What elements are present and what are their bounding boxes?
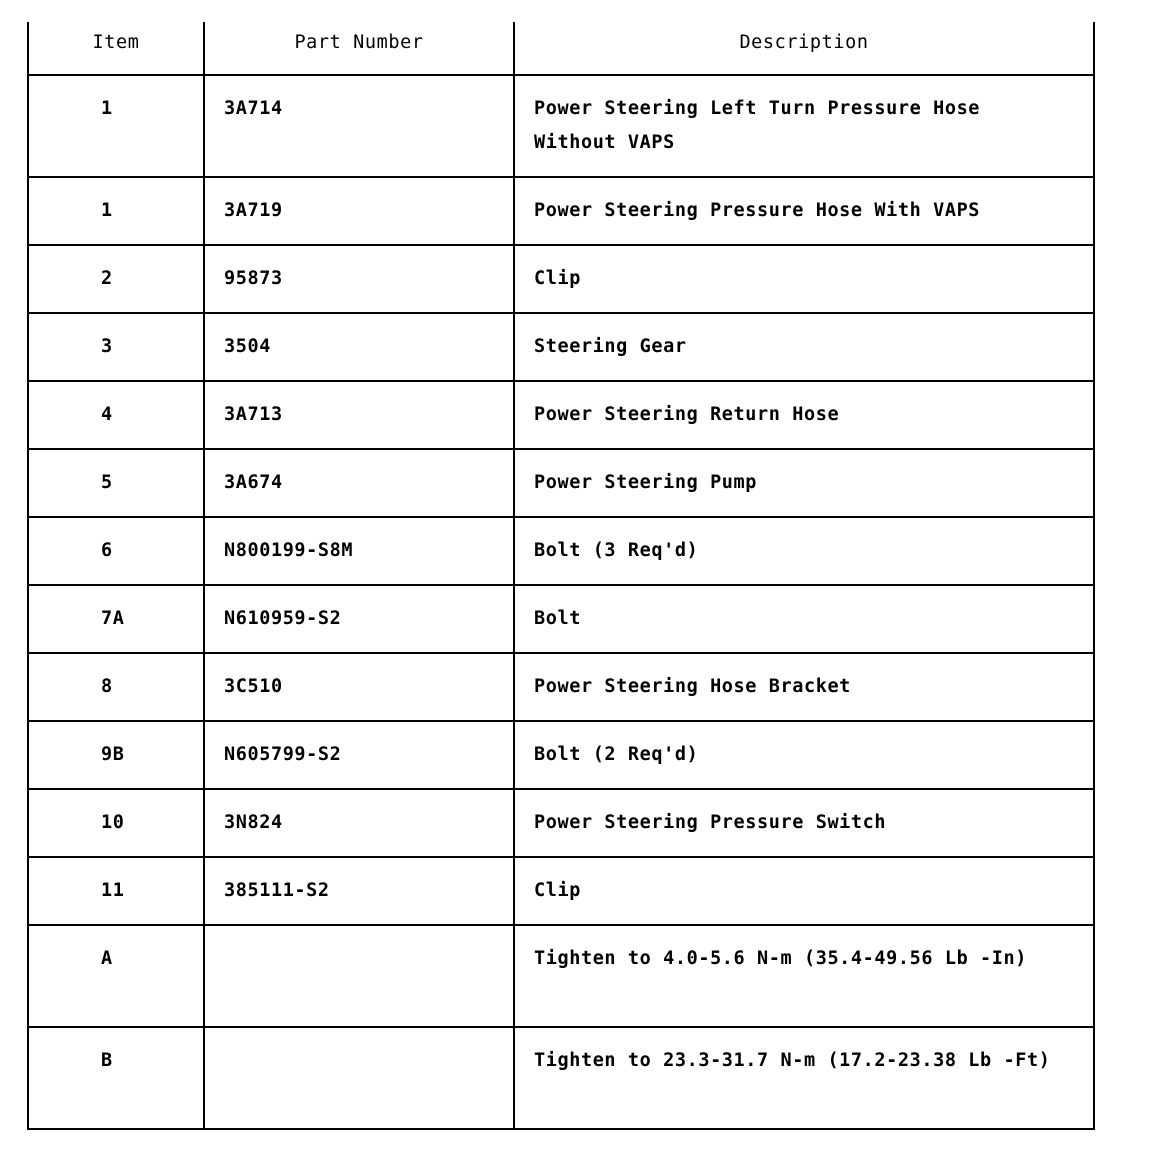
cell-description: Clip [514, 245, 1094, 313]
parts-table [27, 22, 1095, 1130]
table-row [28, 517, 1094, 585]
cell-item: B [28, 1027, 204, 1129]
table-row [28, 653, 1094, 721]
cell-item: 11 [28, 857, 204, 925]
cell-part-number: 3C510 [204, 653, 514, 721]
cell-part-number: 3A713 [204, 381, 514, 449]
cell-part-number [204, 925, 514, 1027]
cell-part-number: 3A674 [204, 449, 514, 517]
table-row [28, 177, 1094, 245]
cell-description: Power Steering Pump [514, 449, 1094, 517]
cell-description: Steering Gear [514, 313, 1094, 381]
cell-description: Power Steering Pressure Switch [514, 789, 1094, 857]
cell-item: 4 [28, 381, 204, 449]
cell-item: 3 [28, 313, 204, 381]
table-row [28, 1027, 1094, 1129]
cell-description: Bolt (2 Req'd) [514, 721, 1094, 789]
cell-part-number: 385111-S2 [204, 857, 514, 925]
cell-item: 9B [28, 721, 204, 789]
header-description: Description [514, 22, 1094, 75]
cell-description: Bolt [514, 585, 1094, 653]
table-header-row [28, 22, 1094, 75]
table-row [28, 245, 1094, 313]
cell-part-number: 95873 [204, 245, 514, 313]
cell-description: Power Steering Left Turn Pressure Hose Without VAPS [514, 75, 1094, 177]
cell-item: 7A [28, 585, 204, 653]
cell-part-number: N610959-S2 [204, 585, 514, 653]
cell-item: 6 [28, 517, 204, 585]
table-row [28, 381, 1094, 449]
cell-description: Power Steering Pressure Hose With VAPS [514, 177, 1094, 245]
cell-description: Tighten to 23.3-31.7 N-m (17.2-23.38 Lb -Ft) [514, 1027, 1094, 1129]
cell-description: Clip [514, 857, 1094, 925]
cell-part-number: 3A719 [204, 177, 514, 245]
cell-item: 2 [28, 245, 204, 313]
table-row [28, 585, 1094, 653]
table-row [28, 925, 1094, 1027]
cell-part-number: 3A714 [204, 75, 514, 177]
header-part-number: Part Number [204, 22, 514, 75]
cell-part-number: N800199-S8M [204, 517, 514, 585]
cell-part-number: N605799-S2 [204, 721, 514, 789]
cell-description: Bolt (3 Req'd) [514, 517, 1094, 585]
table-row [28, 449, 1094, 517]
table-row [28, 313, 1094, 381]
cell-part-number: 3504 [204, 313, 514, 381]
cell-item: 8 [28, 653, 204, 721]
table-row [28, 75, 1094, 177]
cell-part-number: 3N824 [204, 789, 514, 857]
table-row [28, 721, 1094, 789]
cell-item: 1 [28, 75, 204, 177]
cell-part-number [204, 1027, 514, 1129]
cell-item: A [28, 925, 204, 1027]
table-row [28, 789, 1094, 857]
cell-description: Power Steering Return Hose [514, 381, 1094, 449]
header-item: Item [28, 22, 204, 75]
cell-item: 5 [28, 449, 204, 517]
cell-item: 1 [28, 177, 204, 245]
cell-description: Tighten to 4.0-5.6 N-m (35.4-49.56 Lb -In) [514, 925, 1094, 1027]
cell-item: 10 [28, 789, 204, 857]
cell-description: Power Steering Hose Bracket [514, 653, 1094, 721]
table-row [28, 857, 1094, 925]
